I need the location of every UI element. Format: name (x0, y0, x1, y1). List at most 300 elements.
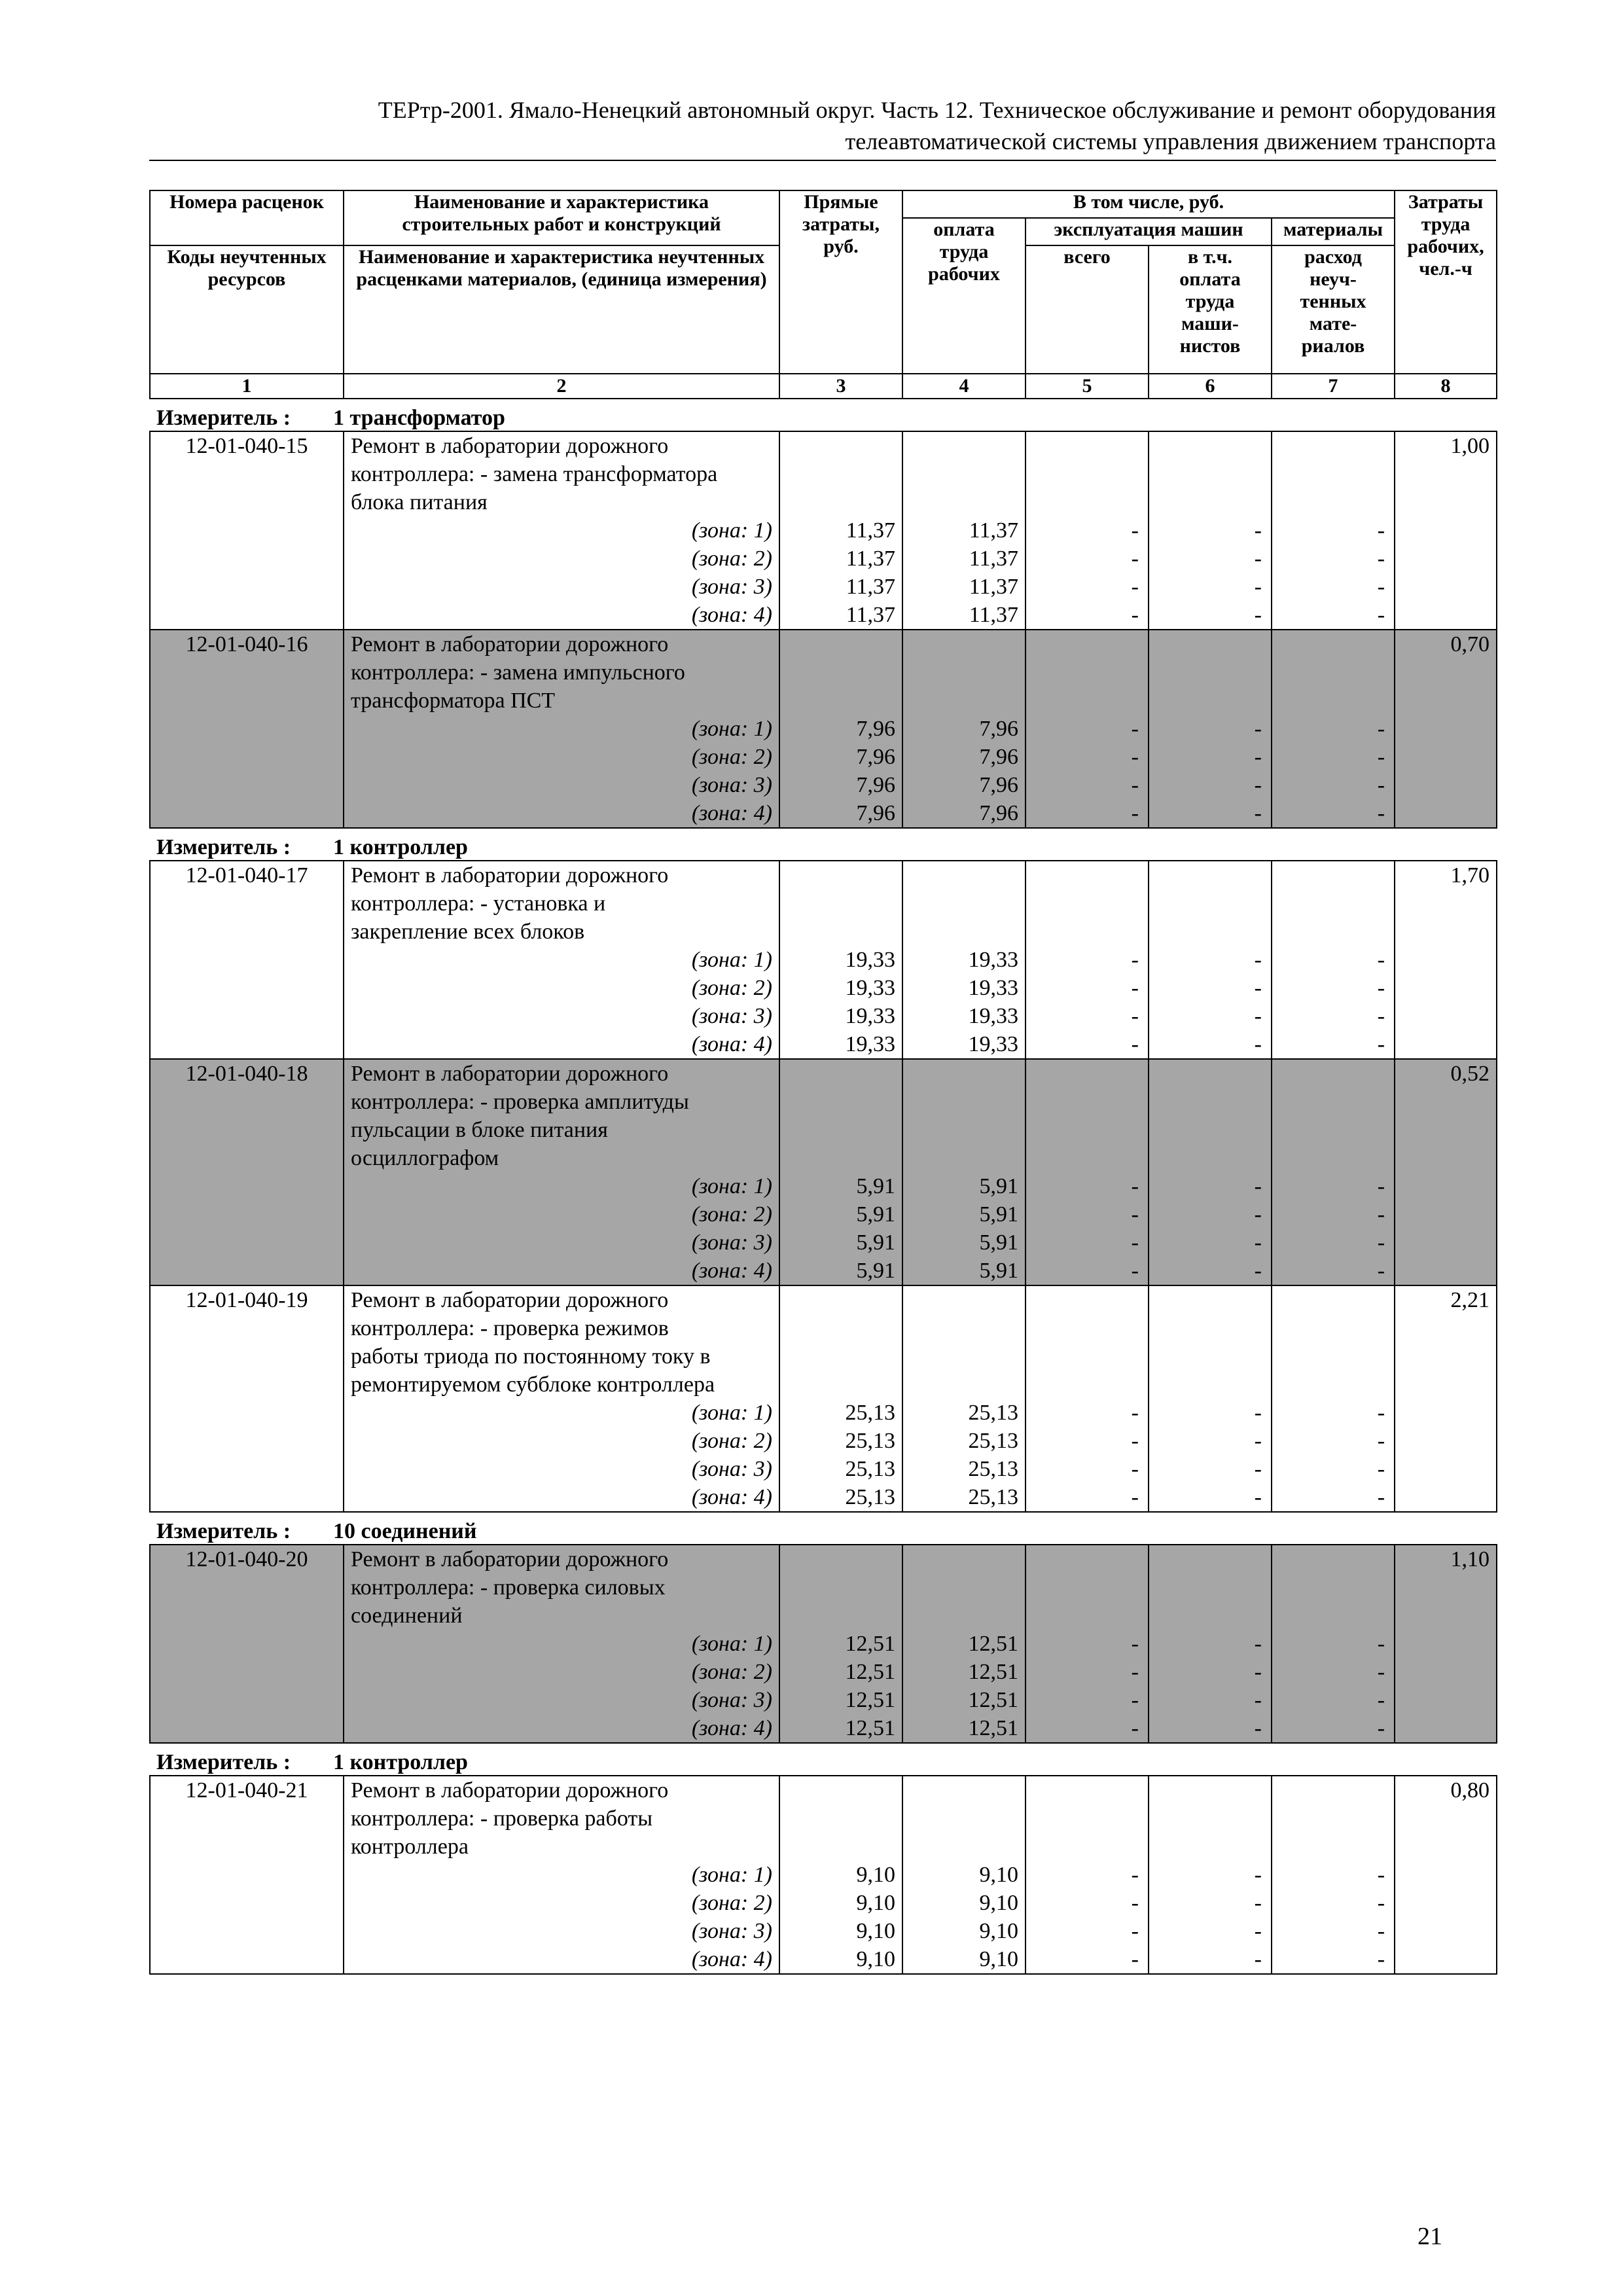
rate-name-line: Ремонт в лаборатории дорожного (344, 1285, 779, 1314)
empty-cell (150, 1257, 344, 1285)
zone-label: (зона: 3) (344, 1229, 779, 1257)
table-row (150, 1116, 1497, 1144)
worker-pay: 5,91 (902, 1257, 1026, 1285)
rate-code: 12-01-040-18 (150, 1059, 344, 1088)
labor-hours: 0,80 (1395, 1776, 1497, 1804)
zone-row (150, 1399, 1497, 1427)
zone-label: (зона: 1) (344, 715, 779, 743)
materials-consumption: - (1272, 1030, 1395, 1059)
worker-pay: 5,91 (902, 1229, 1026, 1257)
empty-cell (1026, 1285, 1149, 1314)
empty-cell (1026, 918, 1149, 946)
empty-cell (779, 1545, 902, 1573)
empty-cell (150, 1658, 344, 1686)
direct-cost: 12,51 (779, 1658, 902, 1686)
empty-cell (1149, 1059, 1272, 1088)
table-row (150, 1545, 1497, 1573)
materials-consumption: - (1272, 1714, 1395, 1743)
empty-cell (150, 601, 344, 630)
empty-cell (1272, 431, 1395, 460)
empty-cell (902, 1545, 1026, 1573)
machinist-pay: - (1149, 573, 1272, 601)
zone-row (150, 974, 1497, 1002)
measure-row (150, 828, 1497, 861)
empty-cell (1395, 1917, 1497, 1945)
machinist-pay: - (1149, 715, 1272, 743)
empty-cell (779, 1144, 902, 1172)
zone-row (150, 1686, 1497, 1714)
worker-pay: 12,51 (902, 1630, 1026, 1658)
empty-cell (1149, 1804, 1272, 1833)
worker-pay: 7,96 (902, 743, 1026, 771)
empty-cell (150, 1483, 344, 1512)
empty-cell (1149, 460, 1272, 488)
col7-header: расход неуч-тенных мате-риалов (1272, 245, 1395, 374)
empty-cell (1026, 1804, 1149, 1833)
empty-cell (1272, 861, 1395, 889)
empty-cell (150, 889, 344, 918)
rate-name-line: пульсации в блоке питания (344, 1116, 779, 1144)
empty-cell (1395, 1945, 1497, 1974)
zone-row (150, 1861, 1497, 1889)
empty-cell (1272, 687, 1395, 715)
machinist-pay: - (1149, 1455, 1272, 1483)
direct-cost: 25,13 (779, 1483, 902, 1512)
empty-cell (1395, 1200, 1497, 1229)
zone-row (150, 771, 1497, 799)
empty-cell (1026, 1833, 1149, 1861)
rate-code: 12-01-040-16 (150, 630, 344, 658)
empty-cell (1272, 1116, 1395, 1144)
empty-cell (1395, 1371, 1497, 1399)
materials-consumption: - (1272, 545, 1395, 573)
table-row (150, 1602, 1497, 1630)
empty-cell (1395, 1342, 1497, 1371)
worker-pay: 11,37 (902, 573, 1026, 601)
empty-cell (150, 946, 344, 974)
labor-hours: 2,21 (1395, 1285, 1497, 1314)
empty-cell (150, 488, 344, 516)
empty-cell (150, 1200, 344, 1229)
worker-pay: 25,13 (902, 1483, 1026, 1512)
materials-consumption: - (1272, 974, 1395, 1002)
empty-cell (1272, 918, 1395, 946)
empty-cell (902, 1833, 1026, 1861)
zone-label: (зона: 4) (344, 1714, 779, 1743)
empty-cell (1026, 1602, 1149, 1630)
materials-consumption: - (1272, 1686, 1395, 1714)
measure-value: 1 контроллер (333, 1750, 468, 1774)
empty-cell (1395, 488, 1497, 516)
measure-cell (150, 1743, 1497, 1776)
empty-cell (150, 1116, 344, 1144)
machines-total: - (1026, 1030, 1149, 1059)
measure-value: 10 соединений (333, 1519, 477, 1543)
column-number: 5 (1026, 374, 1149, 399)
zone-label: (зона: 1) (344, 1172, 779, 1200)
machines-total: - (1026, 1172, 1149, 1200)
empty-cell (779, 889, 902, 918)
zone-row (150, 1455, 1497, 1483)
empty-cell (1149, 630, 1272, 658)
empty-cell (150, 1917, 344, 1945)
empty-cell (779, 1342, 902, 1371)
empty-cell (902, 630, 1026, 658)
rate-name-line: ремонтируемом субблоке контроллера (344, 1371, 779, 1399)
table-row (150, 630, 1497, 658)
worker-pay: 12,51 (902, 1714, 1026, 1743)
empty-cell (150, 1804, 344, 1833)
rate-name-line: работы триода по постоянному току в (344, 1342, 779, 1371)
empty-cell (150, 799, 344, 828)
machinist-pay: - (1149, 1030, 1272, 1059)
empty-cell (779, 1285, 902, 1314)
worker-pay: 5,91 (902, 1200, 1026, 1229)
zone-row (150, 1630, 1497, 1658)
table-row (150, 658, 1497, 687)
measure-row (150, 1743, 1497, 1776)
empty-cell (1395, 1889, 1497, 1917)
measure-cell (150, 399, 1497, 431)
direct-cost: 25,13 (779, 1427, 902, 1455)
empty-cell (902, 1059, 1026, 1088)
machinist-pay: - (1149, 1658, 1272, 1686)
empty-cell (1026, 1573, 1149, 1602)
empty-cell (1395, 1116, 1497, 1144)
direct-cost: 9,10 (779, 1889, 902, 1917)
empty-cell (902, 1144, 1026, 1172)
materials-consumption: - (1272, 1917, 1395, 1945)
col2-top-header: Наименование и характеристика строительных работ и конструкций (344, 190, 779, 245)
machines-total: - (1026, 1483, 1149, 1512)
empty-cell (1149, 1833, 1272, 1861)
zone-row (150, 799, 1497, 828)
empty-cell (1395, 771, 1497, 799)
empty-cell (1026, 1776, 1149, 1804)
empty-cell (1026, 1371, 1149, 1399)
materials-consumption: - (1272, 1257, 1395, 1285)
zone-row (150, 1658, 1497, 1686)
zone-label: (зона: 1) (344, 946, 779, 974)
empty-cell (902, 1285, 1026, 1314)
empty-cell (1026, 687, 1149, 715)
zone-row (150, 1257, 1497, 1285)
empty-cell (1395, 1257, 1497, 1285)
machinist-pay: - (1149, 974, 1272, 1002)
empty-cell (1149, 1776, 1272, 1804)
empty-cell (1026, 630, 1149, 658)
empty-cell (1149, 1144, 1272, 1172)
rate-name-line: Ремонт в лаборатории дорожного (344, 431, 779, 460)
empty-cell (1395, 1686, 1497, 1714)
empty-cell (1395, 1088, 1497, 1116)
empty-cell (1395, 1144, 1497, 1172)
machinist-pay: - (1149, 1229, 1272, 1257)
zone-label: (зона: 4) (344, 1483, 779, 1512)
machinist-pay: - (1149, 1686, 1272, 1714)
rate-name-line: блока питания (344, 488, 779, 516)
zone-label: (зона: 4) (344, 601, 779, 630)
empty-cell (1026, 1059, 1149, 1088)
zone-row (150, 1427, 1497, 1455)
empty-cell (1395, 1658, 1497, 1686)
machines-total: - (1026, 573, 1149, 601)
empty-cell (150, 1833, 344, 1861)
zone-row (150, 1945, 1497, 1974)
empty-cell (1149, 1545, 1272, 1573)
empty-cell (1395, 1455, 1497, 1483)
empty-cell (1395, 799, 1497, 828)
rate-name-line: контроллера: - проверка амплитуды (344, 1088, 779, 1116)
rate-name-line: Ремонт в лаборатории дорожного (344, 1545, 779, 1573)
empty-cell (150, 1144, 344, 1172)
machinist-pay: - (1149, 1172, 1272, 1200)
rate-name-line: контроллера: - проверка силовых (344, 1573, 779, 1602)
worker-pay: 11,37 (902, 545, 1026, 573)
empty-cell (150, 545, 344, 573)
empty-cell (779, 918, 902, 946)
direct-cost: 11,37 (779, 573, 902, 601)
empty-cell (902, 861, 1026, 889)
machines-total: - (1026, 1630, 1149, 1658)
empty-cell (1395, 516, 1497, 545)
empty-cell (1149, 687, 1272, 715)
empty-cell (1395, 1229, 1497, 1257)
direct-cost: 11,37 (779, 516, 902, 545)
zone-row (150, 545, 1497, 573)
direct-cost: 7,96 (779, 771, 902, 799)
zone-label: (зона: 2) (344, 743, 779, 771)
materials-consumption: - (1272, 771, 1395, 799)
empty-cell (902, 918, 1026, 946)
empty-cell (1395, 946, 1497, 974)
direct-cost: 7,96 (779, 799, 902, 828)
rate-code: 12-01-040-21 (150, 1776, 344, 1804)
machines-total: - (1026, 1427, 1149, 1455)
empty-cell (1149, 1371, 1272, 1399)
empty-cell (779, 1371, 902, 1399)
col1-top-header: Номера расценок (150, 190, 344, 245)
empty-cell (902, 687, 1026, 715)
table-row (150, 1573, 1497, 1602)
worker-pay: 11,37 (902, 601, 1026, 630)
column-number: 1 (150, 374, 344, 399)
empty-cell (1149, 1116, 1272, 1144)
empty-cell (779, 1776, 902, 1804)
empty-cell (1395, 460, 1497, 488)
empty-cell (150, 743, 344, 771)
zone-label: (зона: 1) (344, 516, 779, 545)
empty-cell (150, 1172, 344, 1200)
zone-label: (зона: 3) (344, 1686, 779, 1714)
materials-consumption: - (1272, 1172, 1395, 1200)
worker-pay: 9,10 (902, 1917, 1026, 1945)
direct-cost: 25,13 (779, 1455, 902, 1483)
zone-label: (зона: 2) (344, 1427, 779, 1455)
empty-cell (1395, 1030, 1497, 1059)
machines-total: - (1026, 1257, 1149, 1285)
table-row (150, 1342, 1497, 1371)
empty-cell (1149, 918, 1272, 946)
running-header (149, 94, 1496, 161)
zone-row (150, 1229, 1497, 1257)
empty-cell (150, 1399, 344, 1427)
worker-pay: 19,33 (902, 1002, 1026, 1030)
empty-cell (902, 1116, 1026, 1144)
labor-hours: 0,52 (1395, 1059, 1497, 1088)
empty-cell (1395, 918, 1497, 946)
machines-total: - (1026, 1229, 1149, 1257)
table-row (150, 889, 1497, 918)
empty-cell (1026, 1116, 1149, 1144)
zone-label: (зона: 2) (344, 1658, 779, 1686)
empty-cell (1272, 1804, 1395, 1833)
direct-cost: 5,91 (779, 1200, 902, 1229)
empty-cell (902, 889, 1026, 918)
column-number: 7 (1272, 374, 1395, 399)
machines-total: - (1026, 1658, 1149, 1686)
rate-name-line: закрепление всех блоков (344, 918, 779, 946)
zone-label: (зона: 2) (344, 1200, 779, 1229)
zone-label: (зона: 1) (344, 1630, 779, 1658)
empty-cell (150, 1686, 344, 1714)
zone-row (150, 601, 1497, 630)
direct-cost: 5,91 (779, 1257, 902, 1285)
empty-cell (150, 715, 344, 743)
empty-cell (779, 460, 902, 488)
empty-cell (1272, 1314, 1395, 1342)
empty-cell (1272, 1285, 1395, 1314)
rate-name-line: контроллера: - замена трансформатора (344, 460, 779, 488)
column-numbers-row (150, 374, 1497, 399)
measure-label: Измеритель : (156, 406, 291, 430)
empty-cell (1395, 1002, 1497, 1030)
empty-cell (902, 1573, 1026, 1602)
zone-row (150, 573, 1497, 601)
empty-cell (902, 488, 1026, 516)
table-row (150, 431, 1497, 460)
materials-consumption: - (1272, 1889, 1395, 1917)
machinist-pay: - (1149, 743, 1272, 771)
empty-cell (150, 918, 344, 946)
worker-pay: 25,13 (902, 1427, 1026, 1455)
table-row (150, 1804, 1497, 1833)
empty-cell (1272, 1602, 1395, 1630)
zone-row (150, 743, 1497, 771)
empty-cell (1395, 743, 1497, 771)
empty-cell (902, 1314, 1026, 1342)
zone-label: (зона: 4) (344, 1945, 779, 1974)
rate-name-line: контроллера: - проверка работы (344, 1804, 779, 1833)
empty-cell (1395, 889, 1497, 918)
empty-cell (150, 1861, 344, 1889)
measure-value: 1 трансформатор (333, 406, 505, 430)
machines-total: - (1026, 1889, 1149, 1917)
rate-name-line: Ремонт в лаборатории дорожного (344, 1059, 779, 1088)
machinist-pay: - (1149, 1630, 1272, 1658)
table-row (150, 1059, 1497, 1088)
rate-name-line: контроллера (344, 1833, 779, 1861)
materials-consumption: - (1272, 601, 1395, 630)
empty-cell (150, 1002, 344, 1030)
empty-cell (150, 658, 344, 687)
empty-cell (1026, 460, 1149, 488)
machinist-pay: - (1149, 1483, 1272, 1512)
machines-total: - (1026, 743, 1149, 771)
empty-cell (1395, 687, 1497, 715)
column-number: 6 (1149, 374, 1272, 399)
rate-code: 12-01-040-17 (150, 861, 344, 889)
direct-cost: 7,96 (779, 743, 902, 771)
machinist-pay: - (1149, 1861, 1272, 1889)
empty-cell (779, 1833, 902, 1861)
worker-pay: 7,96 (902, 715, 1026, 743)
rate-code: 12-01-040-19 (150, 1285, 344, 1314)
machinist-pay: - (1149, 1427, 1272, 1455)
machines-total: - (1026, 1861, 1149, 1889)
measure-cell (150, 1512, 1497, 1545)
table-row (150, 1314, 1497, 1342)
machines-total: - (1026, 1714, 1149, 1743)
table-body (150, 399, 1497, 1974)
empty-cell (1395, 545, 1497, 573)
labor-hours: 1,00 (1395, 431, 1497, 460)
empty-cell (1149, 658, 1272, 687)
zone-row (150, 516, 1497, 545)
machines-total: - (1026, 1002, 1149, 1030)
empty-cell (779, 1573, 902, 1602)
empty-cell (1395, 1804, 1497, 1833)
rate-code: 12-01-040-20 (150, 1545, 344, 1573)
col3-header: Прямые затраты, руб. (779, 190, 902, 374)
table-row (150, 460, 1497, 488)
zone-row (150, 1917, 1497, 1945)
table-row (150, 1833, 1497, 1861)
materials-consumption: - (1272, 1483, 1395, 1512)
measure-value: 1 контроллер (333, 835, 468, 859)
empty-cell (1395, 1573, 1497, 1602)
empty-cell (779, 861, 902, 889)
rate-code: 12-01-040-15 (150, 431, 344, 460)
table-row (150, 687, 1497, 715)
empty-cell (150, 1427, 344, 1455)
empty-cell (1395, 1630, 1497, 1658)
materials-consumption: - (1272, 1427, 1395, 1455)
column-number: 8 (1395, 374, 1497, 399)
empty-cell (1272, 1059, 1395, 1088)
machines-header: эксплуатация машин (1026, 218, 1272, 245)
materials-consumption: - (1272, 1229, 1395, 1257)
empty-cell (1395, 1483, 1497, 1512)
empty-cell (1149, 889, 1272, 918)
measure-label: Измеритель : (156, 1750, 291, 1774)
zone-row (150, 1002, 1497, 1030)
zone-label: (зона: 4) (344, 799, 779, 828)
direct-cost: 9,10 (779, 1945, 902, 1974)
empty-cell (1272, 630, 1395, 658)
rate-name-line: трансформатора ПСТ (344, 687, 779, 715)
worker-pay: 12,51 (902, 1658, 1026, 1686)
including-header: В том числе, руб. (902, 190, 1395, 218)
table-row (150, 918, 1497, 946)
empty-cell (1026, 1144, 1149, 1172)
empty-cell (779, 488, 902, 516)
materials-consumption: - (1272, 715, 1395, 743)
empty-cell (150, 1573, 344, 1602)
zone-label: (зона: 2) (344, 974, 779, 1002)
rate-name-line: осциллографом (344, 1144, 779, 1172)
worker-pay: 19,33 (902, 1030, 1026, 1059)
